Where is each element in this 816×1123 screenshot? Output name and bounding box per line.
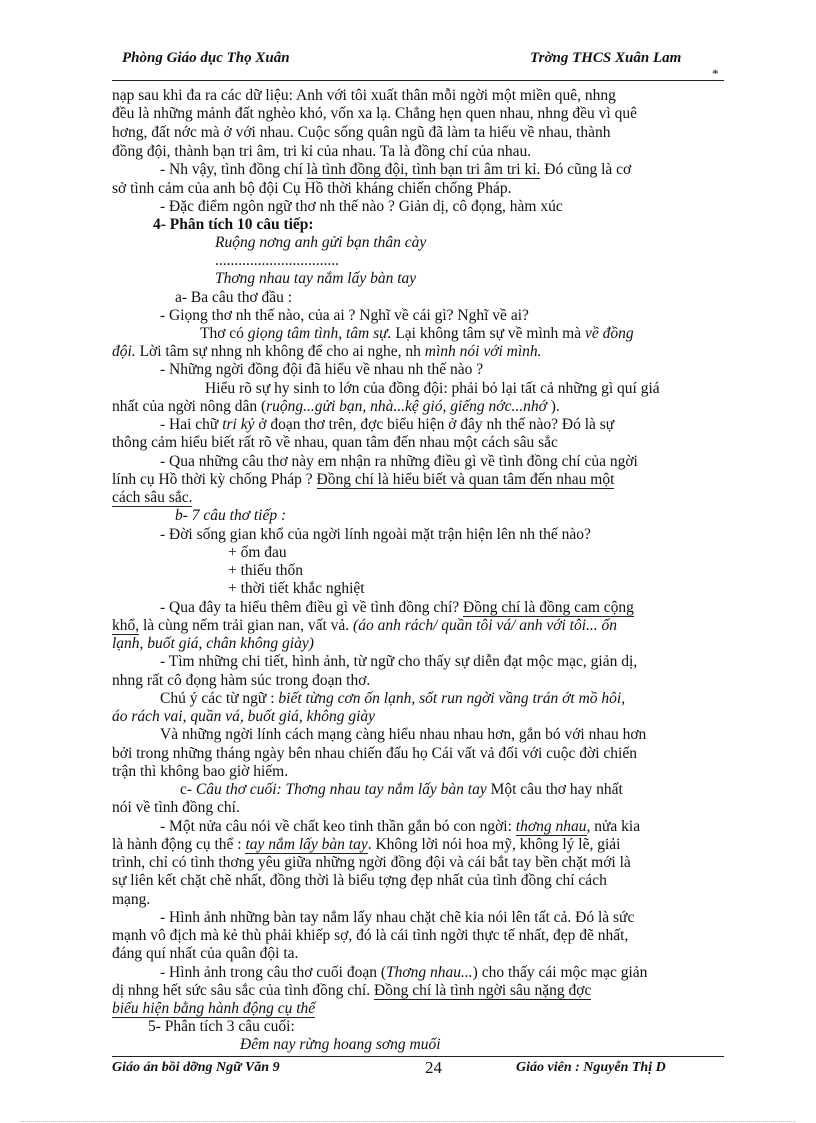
footer-teacher: Giáo viên : Nguyễn Thị D [516,1060,666,1075]
text-line: nạp sau khi đa ra các dữ liệu: Anh với tôi xuất thân mỗi ngời một miền quê, nhng [112,87,616,104]
header-school-name: Trờng THCS Xuân Lam [530,50,682,66]
text-line: dị nhng hết sức sâu sắc của tình đồng chí. Đồng chí là tình ngời sâu nặng đợc [112,982,592,999]
text-line: áo rách vai, quần vá, buốt giá, không giày [112,708,376,725]
text-line: trận thì không bao giờ hiếm. [112,763,289,780]
text-line: Và những ngời lính cách mạng càng hiểu nhau nhau hơn, gắn bó với nhau hơn [160,726,647,743]
text-line: - Qua những câu thơ này em nhận ra những điều gì về tình đồng chí của ngời [160,453,638,470]
footer-document-title: Giáo án bồi dỡng Ngữ Văn 9 [112,1060,280,1075]
poem-line: Ruộng nơng anh gửi bạn thân cày [215,234,427,251]
underlined-phrase: cách sâu sắc. [112,489,193,506]
text-line: nhất của ngời nông dân (ruộng...gửi bạn, nhà...kệ gió, giếng nớc...nhớ ). [112,398,560,415]
page-bottom-border [20,1121,796,1122]
text-line: trình, chỉ có tình thơng yêu giữa những ngời đồng đội và cái bắt tay bền chặt mới là [112,854,631,871]
text-line: khổ, là cùng nếm trải gian nan, vất vả. (áo anh rách/ quần tôi vá/ anh với tôi... ốn [112,617,618,634]
footer-rule [112,1056,724,1057]
text-line: sở tình cảm của anh bộ đội Cụ Hồ thời kháng chiến chống Pháp. [112,180,512,197]
text-line: đội. Lời tâm sự nhng nh không để cho ai nghe, nh mình nói với mình. [112,343,542,360]
text-line: bởi trong những tháng ngày bên nhau chiến đấu họ Cái vất vả đối với cuộc đời chiến [112,745,637,762]
text-line: - Đời sống gian khổ của ngời lính ngoài mặt trận hiện lên nh thế nào? [160,526,591,543]
list-item: + thời tiết khắc nghiệt [228,580,365,597]
text-line: Hiểu rõ sự hy sinh to lớn của đồng đội: phải bỏ lại tất cả những gì quí giá [205,380,660,397]
underlined-phrase: Đồng chí là đồng cam cộng [463,599,634,616]
text-line: - Hai chữ tri kỷ ở đoạn thơ trên, đợc biểu hiện ở đây nh thế nào? Đó là sự [160,416,615,433]
section-heading: 5- Phân tích 3 câu cuối: [148,1018,295,1035]
poem-line: Đêm nay rừng hoang sơng muối [240,1036,441,1053]
text-line: lạnh, buốt giá, chân không giày) [112,635,314,652]
header-rule [112,80,724,81]
text-line: là hành động cụ thể : tay nắm lấy bàn tay. Không lời nói hoa mỹ, không lý lẽ, giải [112,836,621,853]
text-line: mạnh vô địch mà kẻ thù phải khiếp sợ, đó là cái tình ngời thực tế nhất, đẹp đẽ nhất, [112,927,629,944]
text-line: nói về tình đồng chí. [112,799,240,816]
text-line: - Đặc điểm ngôn ngữ thơ nh thế nào ? Giản dị, cô đọng, hàm xúc [160,198,563,215]
poem-line: Thơng nhau tay nắm lấy bàn tay [215,270,417,287]
text-line: đáng quí nhất của quân đội ta. [112,945,299,962]
text-line: c- Câu thơ cuối: Thơng nhau tay nắm lấy bàn tay Một câu thơ hay nhất [180,781,623,798]
text-line: đều là những mảnh đất nghèo khó, vốn xa lạ. Chẳng hẹn quen nhau, nhng đều vì quê [112,105,637,122]
text-line: - Qua đây ta hiểu thêm điều gì về tình đồng chí? Đồng chí là đồng cam cộng [160,599,634,616]
underlined-phrase: biểu hiện bằng hành động cụ thể [112,1000,316,1017]
underlined-phrase: thơng nhau [515,818,587,835]
text-line [112,1000,315,1018]
text-line: - Những ngời đồng đội đã hiểu về nhau nh thế nào ? [160,361,484,378]
text-line: - Hình ảnh trong câu thơ cuối đoạn (Thơng nhau...) cho thấy cái mộc mạc giản [160,964,648,981]
section-heading: 4- Phân tích 10 câu tiếp: [153,216,314,233]
text-line: mạng. [112,891,151,908]
list-item: + thiếu thốn [228,562,304,579]
underlined-phrase: là tình đồng đội, tình bạn tri âm tri kỉ. [306,161,541,178]
text-line: thông cảm hiểu biết rất rõ về nhau, quan tâm đến nhau một cách sâu sắc [112,434,558,451]
poem-ellipsis: ................................ [215,252,339,269]
underlined-phrase: tay nắm lấy bàn tay [245,836,368,853]
text-line: Chú ý các từ ngữ : biết từng cơn ốn lạnh, sốt run ngời vầng trán ớt mồ hôi, [160,690,626,707]
text-line: hơng, đất nớc mà ở với nhau. Cuộc sống quân ngũ đã làm ta hiểu về nhau, thành [112,124,611,141]
underlined-phrase: Đồng chí là hiểu biết và quan tâm đến nhau một [316,471,615,488]
subsection-heading: b- 7 câu thơ tiếp : [175,507,287,524]
list-item: + ốm đau [228,544,287,561]
text-line: - Giọng thơ nh thế nào, của ai ? Nghĩ về cái gì? Nghĩ về ai? [160,307,529,324]
subsection-heading: a- Ba câu thơ đầu : [175,289,293,306]
text-line: - Một nửa câu nói về chất keo tinh thần gắn bó con ngời: thơng nhau, nửa kia [160,818,641,835]
text-line: lính cụ Hồ thời kỳ chống Pháp ? Đồng chí là hiểu biết và quan tâm đến nhau một [112,471,615,488]
underlined-phrase: khổ, [112,617,140,634]
text-line: sự liên kết chặt chẽ nhất, đồng thời là biểu tợng đẹp nhất của tình đồng chí cách [112,872,607,889]
text-line [112,489,192,507]
header-star: * [712,66,719,81]
header-school-department: Phòng Giáo dục Thọ Xuân [122,50,290,66]
page-number: 24 [425,1058,442,1077]
text-line: nhng rất cô đọng hàm súc trong đoạn thơ. [112,672,371,689]
text-line: đồng đội, thành bạn tri âm, tri kỉ của nhau. Ta là đồng chí của nhau. [112,143,532,160]
text-line: - Hình ảnh những bàn tay nắm lấy nhau chặt chẽ kia nói lên tất cả. Đó là sức [160,909,635,926]
text-line: Thơ có giọng tâm tình, tâm sự. Lại không tâm sự về mình mà về đồng [200,325,634,342]
text-line: - Tìm những chi tiết, hình ảnh, từ ngữ cho thấy sự diễn đạt mộc mạc, giản dị, [160,653,638,670]
underlined-phrase: Đồng chí là tình ngời sâu nặng đợc [373,982,592,999]
text-line: - Nh vậy, tình đồng chí là tình đồng đội, tình bạn tri âm tri kỉ. Đó cũng là cơ [160,161,632,178]
